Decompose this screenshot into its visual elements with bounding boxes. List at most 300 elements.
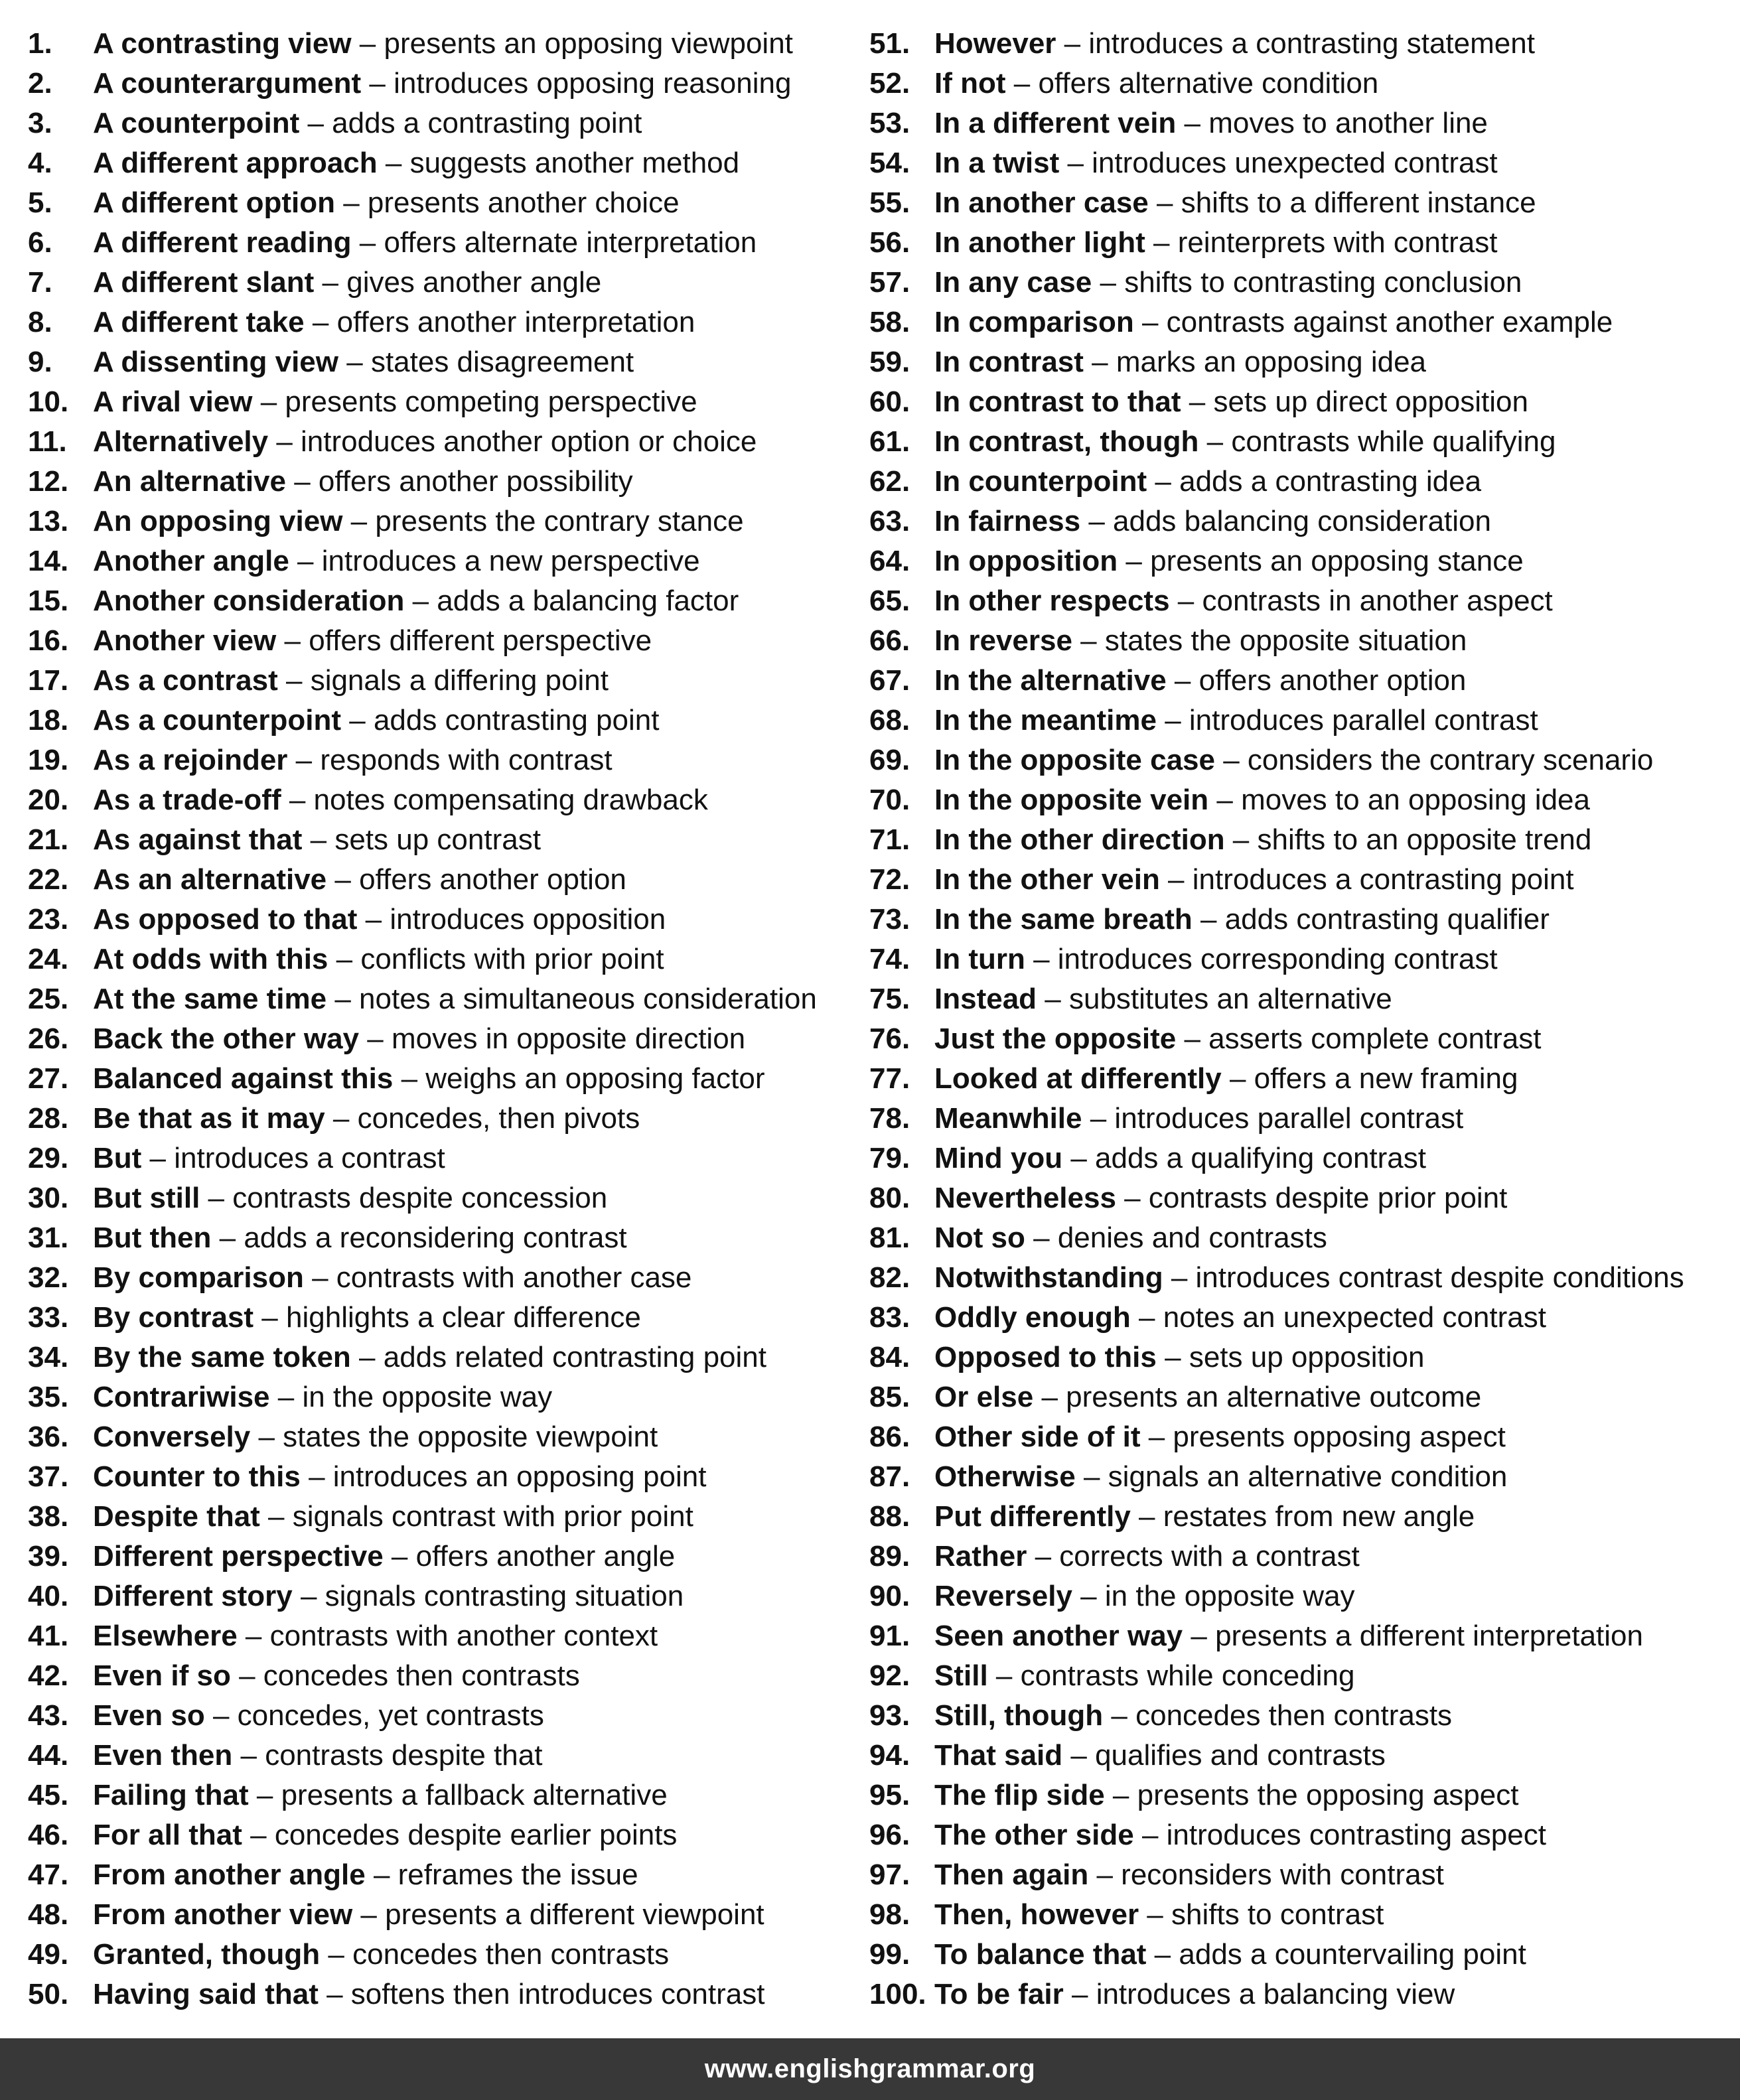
item-number: 66.: [869, 624, 910, 657]
item-description: in the opposite way: [1104, 1580, 1355, 1612]
item-term: A contrasting view: [93, 27, 352, 60]
item-term: As a contrast: [93, 664, 278, 697]
list-item: [28, 1457, 857, 1497]
item-separator: –: [338, 346, 371, 378]
item-description: offers another option: [359, 863, 626, 896]
item-number: 67.: [869, 664, 910, 697]
list-item: [869, 1616, 1732, 1656]
item-description: introduces parallel contrast: [1114, 1102, 1464, 1135]
item-description: concedes, then pivots: [357, 1102, 640, 1135]
list-item: [28, 621, 857, 661]
item-number: 87.: [869, 1460, 910, 1493]
list-item: [869, 1019, 1732, 1059]
item-separator: –: [1116, 1182, 1149, 1214]
list-item: [28, 263, 857, 303]
item-term: In fairness: [934, 505, 1081, 537]
item-description: presents opposing aspect: [1173, 1421, 1506, 1453]
item-term: At odds with this: [93, 943, 328, 975]
item-separator: –: [1092, 266, 1125, 299]
item-number: 76.: [869, 1022, 910, 1055]
list-item: [28, 1855, 857, 1895]
item-separator: –: [302, 823, 335, 856]
item-separator: –: [1159, 863, 1193, 896]
item-number: 35.: [28, 1381, 69, 1413]
item-number: 6.: [28, 226, 52, 259]
item-term: Another consideration: [93, 585, 405, 617]
item-number: 7.: [28, 266, 52, 299]
item-separator: –: [377, 147, 410, 179]
item-term: But then: [93, 1222, 212, 1254]
list-item: [28, 1537, 857, 1576]
list-item: [28, 1417, 857, 1457]
item-term: In reverse: [934, 624, 1072, 657]
item-number: 75.: [869, 983, 910, 1015]
list-item: [869, 740, 1732, 780]
item-separator: –: [1169, 585, 1202, 617]
item-term: Notwithstanding: [934, 1261, 1163, 1294]
item-description: notes compensating drawback: [313, 784, 708, 816]
list-item: [28, 64, 857, 104]
item-term: Be that as it may: [93, 1102, 325, 1135]
list-item: [28, 1059, 857, 1099]
item-separator: –: [141, 1142, 175, 1174]
item-number: 68.: [869, 704, 910, 736]
item-number: 88.: [869, 1500, 910, 1533]
list-item: [869, 1497, 1732, 1537]
item-number: 14.: [28, 545, 69, 577]
item-separator: –: [269, 1381, 303, 1413]
item-separator: –: [277, 664, 311, 697]
item-separator: –: [1062, 1739, 1096, 1772]
item-separator: –: [1147, 465, 1180, 498]
item-separator: –: [1130, 1500, 1163, 1533]
item-description: reframes the issue: [398, 1858, 638, 1891]
item-number: 93.: [869, 1699, 910, 1732]
item-term: Different story: [93, 1580, 293, 1612]
item-description: concedes, yet contrasts: [237, 1699, 544, 1732]
item-separator: –: [1072, 624, 1105, 657]
item-number: 90.: [869, 1580, 910, 1612]
item-separator: –: [303, 1261, 336, 1294]
list-item: [869, 342, 1732, 382]
item-number: 18.: [28, 704, 69, 736]
item-term: A different reading: [93, 226, 352, 259]
item-number: 81.: [869, 1222, 910, 1254]
item-separator: –: [1221, 1062, 1254, 1095]
item-separator: –: [383, 1540, 416, 1573]
item-description: introduces another option or choice: [301, 425, 757, 458]
item-number: 89.: [869, 1540, 910, 1573]
item-number: 72.: [869, 863, 910, 896]
item-number: 47.: [28, 1858, 69, 1891]
list-item: [28, 1497, 857, 1537]
list-item: [28, 1377, 857, 1417]
item-term: In the other direction: [934, 823, 1225, 856]
item-term: The other side: [934, 1819, 1134, 1851]
list-item: [869, 1099, 1732, 1139]
item-separator: –: [1075, 1460, 1108, 1493]
item-description: contrasts in another aspect: [1202, 585, 1553, 617]
item-description: softens then introduces contrast: [350, 1978, 765, 2010]
item-separator: –: [200, 1182, 233, 1214]
item-number: 70.: [869, 784, 910, 816]
item-number: 65.: [869, 585, 910, 617]
list-item: [28, 1338, 857, 1377]
item-number: 95.: [869, 1779, 910, 1811]
item-description: contrasts with another case: [336, 1261, 692, 1294]
item-term: Balanced against this: [93, 1062, 394, 1095]
item-term: Not so: [934, 1222, 1025, 1254]
item-number: 16.: [28, 624, 69, 657]
item-description: reconsiders with contrast: [1121, 1858, 1444, 1891]
item-description: introduces unexpected contrast: [1092, 147, 1498, 179]
item-separator: –: [1183, 1620, 1216, 1652]
item-number: 9.: [28, 346, 52, 378]
list-item: [869, 263, 1732, 303]
item-number: 97.: [869, 1858, 910, 1891]
item-number: 71.: [869, 823, 910, 856]
item-number: 60.: [869, 385, 910, 418]
item-term: A dissenting view: [93, 346, 339, 378]
item-term: A different slant: [93, 266, 315, 299]
item-description: adds a balancing factor: [437, 585, 739, 617]
item-description: considers the contrary scenario: [1247, 744, 1654, 776]
item-description: moves to another line: [1208, 107, 1488, 139]
item-number: 46.: [28, 1819, 69, 1851]
item-description: sets up direct opposition: [1213, 385, 1528, 418]
item-description: contrasts with another context: [269, 1620, 658, 1652]
item-number: 86.: [869, 1421, 910, 1453]
item-description: introduces contrast despite conditions: [1195, 1261, 1684, 1294]
item-separator: –: [1118, 545, 1151, 577]
item-number: 15.: [28, 585, 69, 617]
item-description: signals a differing point: [310, 664, 609, 697]
item-term: Then again: [934, 1858, 1089, 1891]
item-separator: –: [1088, 1858, 1122, 1891]
list-item: [28, 1776, 857, 1815]
list-item: [869, 1696, 1732, 1736]
item-term: Other side of it: [934, 1421, 1141, 1453]
item-description: adds balancing consideration: [1113, 505, 1491, 537]
item-number: 59.: [869, 346, 910, 378]
item-separator: –: [1145, 226, 1178, 259]
item-number: 32.: [28, 1261, 69, 1294]
item-term: But still: [93, 1182, 200, 1214]
item-description: concedes then contrasts: [263, 1659, 580, 1692]
item-separator: –: [328, 943, 361, 975]
item-separator: –: [285, 465, 319, 498]
list-item: [869, 1975, 1732, 2014]
item-description: offers alternate interpretation: [384, 226, 757, 259]
right-column: [869, 24, 1732, 2014]
item-separator: –: [341, 704, 374, 736]
item-description: offers another option: [1198, 664, 1467, 697]
item-term: In another case: [934, 186, 1149, 219]
item-term: Opposed to this: [934, 1341, 1157, 1373]
footer-url[interactable]: www.englishgrammar.org: [704, 2054, 1036, 2083]
item-description: presents a different viewpoint: [385, 1898, 764, 1931]
item-number: 61.: [869, 425, 910, 458]
list-item: [28, 1576, 857, 1616]
item-separator: –: [1166, 664, 1199, 697]
item-separator: –: [300, 1460, 333, 1493]
list-item: [869, 820, 1732, 860]
item-description: shifts to contrasting conclusion: [1124, 266, 1522, 299]
item-number: 74.: [869, 943, 910, 975]
item-term: Granted, though: [93, 1938, 321, 1971]
item-term: In the meantime: [934, 704, 1157, 736]
list-item: [869, 701, 1732, 740]
item-separator: –: [351, 27, 384, 60]
list-item: [869, 1815, 1732, 1855]
item-separator: –: [230, 1659, 263, 1692]
item-separator: –: [237, 1620, 270, 1652]
item-description: offers another angle: [415, 1540, 676, 1573]
item-description: adds related contrasting point: [383, 1341, 766, 1373]
item-separator: –: [342, 505, 376, 537]
item-term: From another view: [93, 1898, 353, 1931]
item-term: In the opposite case: [934, 744, 1215, 776]
item-number: 28.: [28, 1102, 69, 1135]
item-number: 83.: [869, 1301, 910, 1334]
list-item: [869, 1298, 1732, 1338]
item-term: From another angle: [93, 1858, 366, 1891]
item-term: In a twist: [934, 147, 1060, 179]
item-description: introduces contrasting aspect: [1166, 1819, 1546, 1851]
item-description: introduces a contrast: [174, 1142, 445, 1174]
item-description: presents the contrary stance: [375, 505, 744, 537]
item-number: 34.: [28, 1341, 69, 1373]
item-number: 79.: [869, 1142, 910, 1174]
item-number: 13.: [28, 505, 69, 537]
item-separator: –: [304, 306, 337, 338]
item-term: In contrast to that: [934, 385, 1181, 418]
list-item: [28, 860, 857, 900]
item-description: presents the opposing aspect: [1137, 1779, 1519, 1811]
item-separator: –: [1156, 704, 1189, 736]
item-term: In contrast, though: [934, 425, 1199, 458]
item-term: To balance that: [934, 1938, 1147, 1971]
item-number: 39.: [28, 1540, 69, 1573]
list-item: [28, 1139, 857, 1178]
item-separator: –: [1083, 346, 1116, 378]
item-number: 52.: [869, 67, 910, 100]
item-description: adds contrasting qualifier: [1224, 903, 1550, 936]
item-description: contrasts despite prior point: [1148, 1182, 1508, 1214]
item-number: 56.: [869, 226, 910, 259]
item-number: 43.: [28, 1699, 69, 1732]
item-description: contrasts while qualifying: [1231, 425, 1556, 458]
item-number: 91.: [869, 1620, 910, 1652]
item-separator: –: [987, 1659, 1021, 1692]
item-separator: –: [359, 1022, 392, 1055]
list-item: [28, 1736, 857, 1776]
item-term: A counterpoint: [93, 107, 300, 139]
left-column: [28, 24, 857, 2014]
list-item: [869, 979, 1732, 1019]
item-description: restates from new angle: [1163, 1500, 1475, 1533]
item-number: 55.: [869, 186, 910, 219]
item-separator: –: [1163, 1261, 1196, 1294]
item-separator: –: [1037, 983, 1069, 1015]
item-separator: –: [361, 67, 394, 100]
item-description: introduces a contrasting statement: [1088, 27, 1535, 60]
item-term: As a counterpoint: [93, 704, 342, 736]
item-description: presents an opposing viewpoint: [384, 27, 793, 60]
list-item: [28, 581, 857, 621]
list-item: [869, 1537, 1732, 1576]
list-item: [28, 303, 857, 342]
item-number: 17.: [28, 664, 69, 697]
list-item: [28, 661, 857, 701]
item-description: signals an alternative condition: [1108, 1460, 1508, 1493]
item-number: 41.: [28, 1620, 69, 1652]
item-number: 63.: [869, 505, 910, 537]
item-description: moves in opposite direction: [391, 1022, 746, 1055]
item-term: Or else: [934, 1381, 1034, 1413]
list-item: [869, 1855, 1732, 1895]
item-separator: –: [1181, 385, 1214, 418]
item-separator: –: [242, 1819, 275, 1851]
item-term: Conversely: [93, 1421, 251, 1453]
item-term: Meanwhile: [934, 1102, 1082, 1135]
list-item: [28, 462, 857, 502]
item-number: 92.: [869, 1659, 910, 1692]
list-item: [869, 940, 1732, 979]
item-number: 53.: [869, 107, 910, 139]
item-term: As an alternative: [93, 863, 327, 896]
item-description: presents a fallback alternative: [281, 1779, 668, 1811]
item-term: Then, however: [934, 1898, 1139, 1931]
item-term: At the same time: [93, 983, 327, 1015]
list-item: [869, 462, 1732, 502]
item-term: A different approach: [93, 147, 378, 179]
item-separator: –: [299, 107, 332, 139]
list-item: [28, 701, 857, 740]
item-separator: –: [1033, 1381, 1066, 1413]
item-description: contrasts despite concession: [232, 1182, 608, 1214]
list-item: [869, 382, 1732, 422]
item-description: presents another choice: [367, 186, 680, 219]
item-term: To be fair: [934, 1978, 1064, 2010]
item-term: A different option: [93, 186, 335, 219]
item-term: In another light: [934, 226, 1145, 259]
item-description: concedes then contrasts: [352, 1938, 670, 1971]
list-item: [28, 422, 857, 462]
item-number: 50.: [28, 1978, 69, 2010]
item-separator: –: [287, 744, 321, 776]
item-term: Counter to this: [93, 1460, 301, 1493]
item-separator: –: [268, 425, 301, 458]
item-separator: –: [1103, 1699, 1136, 1732]
list-item: [28, 1298, 857, 1338]
list-item: [28, 183, 857, 223]
item-separator: –: [393, 1062, 426, 1095]
list-item: [869, 860, 1732, 900]
item-separator: –: [1056, 27, 1089, 60]
item-number: 2.: [28, 67, 52, 100]
item-term: In opposition: [934, 545, 1118, 577]
item-number: 31.: [28, 1222, 69, 1254]
item-term: A rival view: [93, 385, 253, 418]
item-number: 45.: [28, 1779, 69, 1811]
item-description: presents competing perspective: [285, 385, 697, 418]
item-number: 77.: [869, 1062, 910, 1095]
item-separator: –: [204, 1699, 238, 1732]
item-number: 30.: [28, 1182, 69, 1214]
item-description: offers a new framing: [1254, 1062, 1518, 1095]
item-number: 12.: [28, 465, 69, 498]
item-description: offers different perspective: [309, 624, 652, 657]
item-term: A counterargument: [93, 67, 362, 100]
item-separator: –: [1146, 1938, 1179, 1971]
item-term: In the other vein: [934, 863, 1160, 896]
item-term: In the opposite vein: [934, 784, 1209, 816]
item-number: 23.: [28, 903, 69, 936]
item-number: 8.: [28, 306, 52, 338]
item-number: 73.: [869, 903, 910, 936]
item-term: Contrariwise: [93, 1381, 270, 1413]
item-separator: –: [211, 1222, 244, 1254]
item-separator: –: [232, 1739, 265, 1772]
list-item: [869, 1377, 1732, 1417]
item-separator: –: [1059, 147, 1092, 179]
footer-bar: [0, 2038, 1740, 2100]
list-item: [28, 1895, 857, 1935]
list-item: [869, 1457, 1732, 1497]
item-term: Otherwise: [934, 1460, 1076, 1493]
item-description: introduces corresponding contrast: [1057, 943, 1498, 975]
list-item: [869, 1576, 1732, 1616]
item-term: Just the opposite: [934, 1022, 1177, 1055]
item-number: 57.: [869, 266, 910, 299]
item-term: Alternatively: [93, 425, 269, 458]
item-term: As opposed to that: [93, 903, 358, 936]
item-separator: –: [1133, 1819, 1167, 1851]
item-term: Looked at differently: [934, 1062, 1222, 1095]
item-term: In the alternative: [934, 664, 1167, 697]
item-term: As a trade-off: [93, 784, 281, 816]
item-separator: –: [1080, 505, 1114, 537]
list-item: [28, 900, 857, 940]
item-separator: –: [1176, 107, 1209, 139]
item-description: notes an unexpected contrast: [1163, 1301, 1546, 1334]
list-item: [28, 780, 857, 820]
item-separator: –: [326, 863, 360, 896]
list-item: [28, 1218, 857, 1258]
item-term: Having said that: [93, 1978, 319, 2010]
item-number: 29.: [28, 1142, 69, 1174]
list-item: [28, 502, 857, 541]
item-description: weighs an opposing factor: [425, 1062, 765, 1095]
list-item: [869, 64, 1732, 104]
item-number: 98.: [869, 1898, 910, 1931]
item-description: introduces a contrasting point: [1192, 863, 1574, 896]
item-separator: –: [1148, 186, 1181, 219]
list-item: [869, 780, 1732, 820]
item-separator: –: [289, 545, 322, 577]
item-separator: –: [326, 983, 360, 1015]
item-term: Still, though: [934, 1699, 1104, 1732]
list-item: [869, 621, 1732, 661]
item-term: Another view: [93, 624, 277, 657]
list-item: [28, 1975, 857, 2014]
item-description: introduces parallel contrast: [1189, 704, 1538, 736]
item-separator: –: [357, 903, 390, 936]
list-item: [28, 143, 857, 183]
item-separator: –: [1133, 306, 1167, 338]
item-number: 5.: [28, 186, 52, 219]
